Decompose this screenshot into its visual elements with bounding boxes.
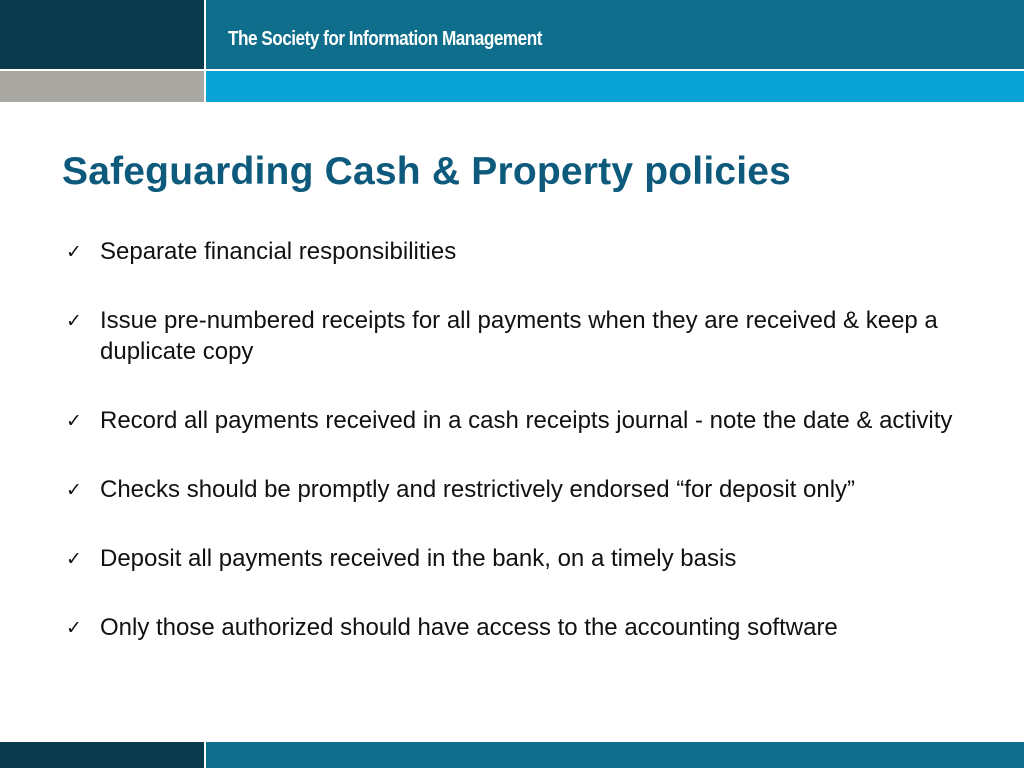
bullet-list [62,236,1002,681]
header-gray-band [0,71,204,102]
header-vertical-divider [204,0,206,102]
organization-name: The Society for Information Management [228,28,542,50]
bullet-text: Only those authorized should have access to the accounting software [100,614,838,641]
checkmark-icon: ✓ [66,548,82,570]
checkmark-icon: ✓ [66,479,82,501]
header-dark-block [0,0,204,69]
bullet-item [62,236,1002,267]
footer-bar [206,742,1024,768]
bullet-text: Checks should be promptly and restrictively endorsed “for deposit only” [100,476,856,503]
bullet-text: Issue pre-numbered receipts for all payments when they are received & keep a duplicate copy [100,307,938,365]
checkmark-icon: ✓ [66,241,82,263]
bullet-item [62,543,1002,574]
slide-title: Safeguarding Cash & Property policies [62,150,792,193]
bullet-item [62,474,1002,505]
footer-dark-block [0,742,204,768]
bullet-text: Record all payments received in a cash receipts journal - note the date & activity [100,407,953,434]
checkmark-icon: ✓ [66,310,82,332]
bullet-text: Deposit all payments received in the bank, on a timely basis [100,545,737,572]
bullet-item [62,305,1002,367]
bullet-item [62,405,1002,436]
checkmark-icon: ✓ [66,617,82,639]
bullet-text: Separate financial responsibilities [100,238,457,265]
header-blue-band [206,71,1024,102]
bullet-item [62,612,1002,643]
checkmark-icon: ✓ [66,410,82,432]
